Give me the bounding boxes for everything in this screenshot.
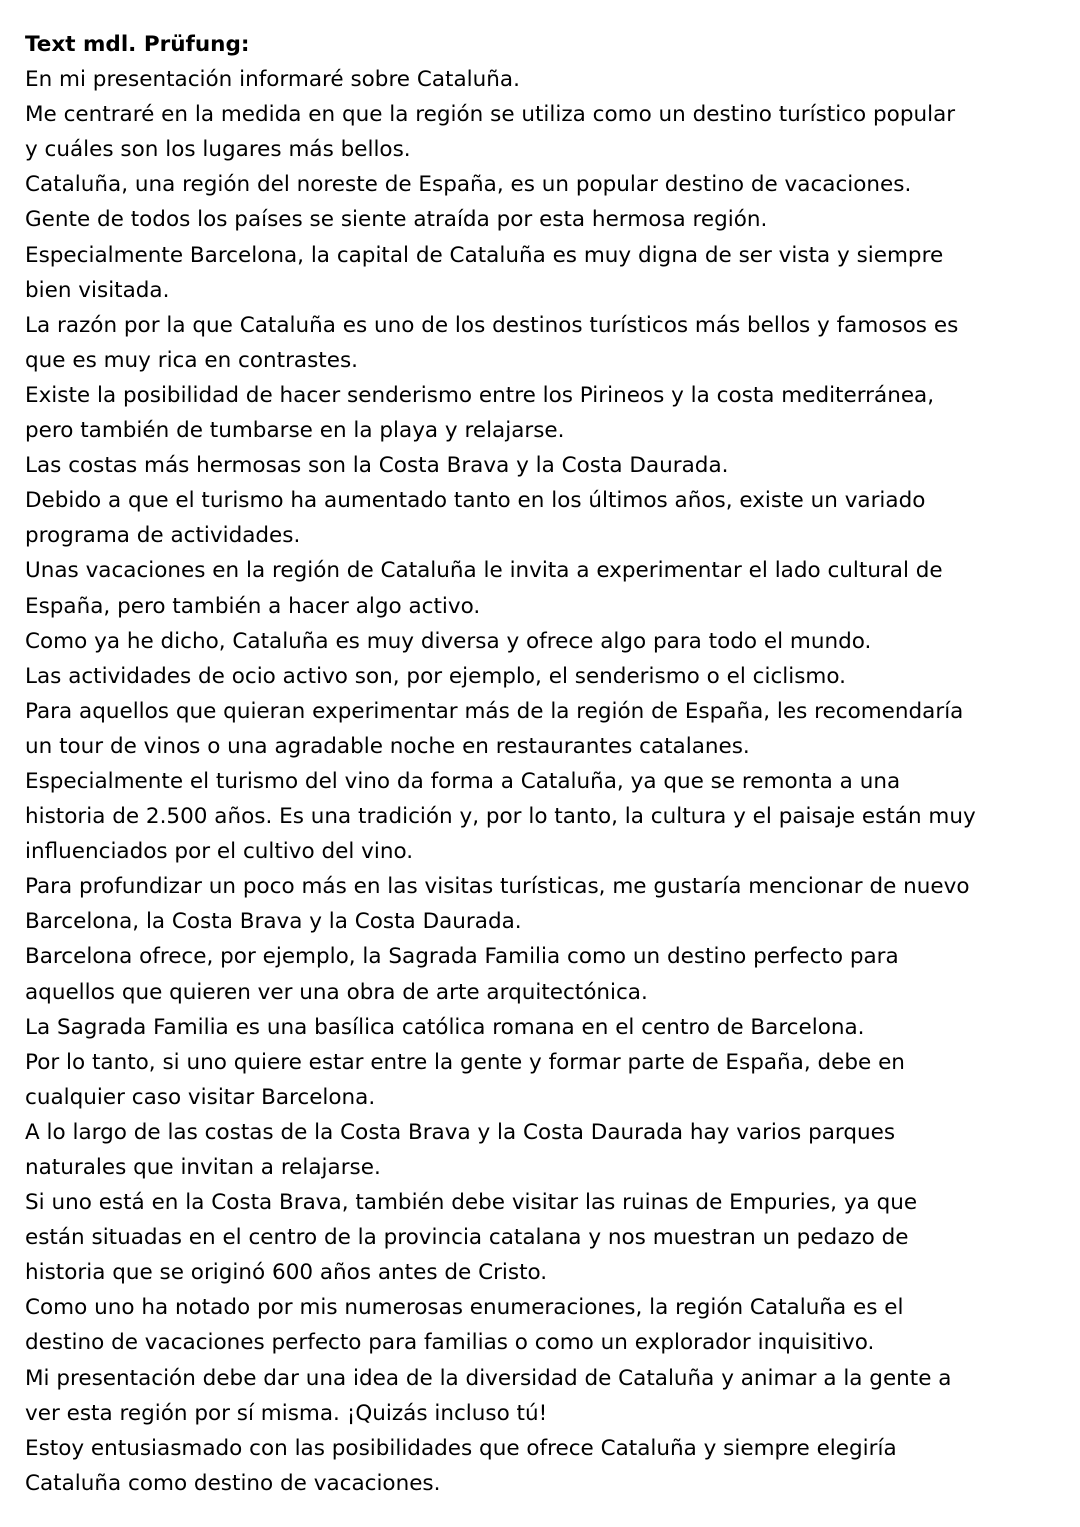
paragraph: La Sagrada Familia es una basílica católica romana en el centro de Barcelona. [25,1014,865,1040]
paragraph: Gente de todos los países se siente atraída por esta hermosa región. [25,207,768,233]
paragraph: Para aquellos que quieran experimentar más de la región de España, les recomendaría un tour de vinos o una agradable noche en restaurantes catalanes. [25,698,964,759]
paragraph: Especialmente el turismo del vino da forma a Cataluña, ya que se remonta a una historia de 2.500 años. Es una tradición y, por lo tanto, la cultura y el paisaje están muy influenciados por el cultivo del vino. [25,768,976,865]
paragraph: Por lo tanto, si uno quiere estar entre la gente y formar parte de España, debe en cualquier caso visitar Barcelona. [25,1049,905,1110]
document-body [25,27,1065,1501]
document-title: Text mdl. Prüfung: [25,32,250,57]
paragraph: Las costas más hermosas son la Costa Brava y la Costa Daurada. [25,453,729,479]
paragraph: En mi presentación informaré sobre Cataluña. [25,67,520,93]
paragraph: Barcelona ofrece, por ejemplo, la Sagrada Familia como un destino perfecto para aquellos que quieren ver una obra de arte arquitectónica. [25,944,899,1005]
paragraph: La razón por la que Cataluña es uno de los destinos turísticos más bellos y famosos es que es muy rica en contrastes. [25,312,959,373]
paragraph: Como uno ha notado por mis numerosas enumeraciones, la región Cataluña es el destino de vacaciones perfecto para familias o como un explorador inquisitivo. [25,1295,904,1356]
paragraph: Las actividades de ocio activo son, por ejemplo, el senderismo o el ciclismo. [25,663,846,689]
paragraph: Especialmente Barcelona, la capital de Cataluña es muy digna de ser vista y siempre bien visitada. [25,242,944,303]
paragraph: Me centraré en la medida en que la región se utiliza como un destino turístico popular y cuáles son los lugares más bellos. [25,102,956,163]
paragraph: Existe la posibilidad de hacer senderismo entre los Pirineos y la costa mediterránea, pero también de tumbarse en la playa y relajarse. [25,382,935,444]
paragraph: Unas vacaciones en la región de Cataluña le invita a experimentar el lado cultural de España, pero también a hacer algo activo. [25,558,943,619]
paragraph: Para profundizar un poco más en las visitas turísticas, me gustaría mencionar de nuevo Barcelona, la Costa Brava y la Costa Daurada. [25,874,970,935]
paragraph: Si uno está en la Costa Brava, también debe visitar las ruinas de Empuries, ya que están situadas en el centro de la provincia catalana y nos muestran un pedazo de historia que se originó 600 años antes de Cristo. [25,1190,918,1286]
paragraph: Mi presentación debe dar una idea de la diversidad de Cataluña y animar a la gente a ver esta región por sí misma. ¡Quizás incluso tú! [25,1365,952,1426]
paragraph: Cataluña, una región del noreste de España, es un popular destino de vacaciones. [25,172,912,198]
paragraph: Como ya he dicho, Cataluña es muy diversa y ofrece algo para todo el mundo. [25,628,872,654]
paragraph: Estoy entusiasmado con las posibilidades que ofrece Cataluña y siempre elegiría Cataluña como destino de vacaciones. [25,1435,897,1496]
paragraph: Debido a que el turismo ha aumentado tanto en los últimos años, existe un variado programa de actividades. [25,488,926,549]
paragraph: A lo largo de las costas de la Costa Brava y la Costa Daurada hay varios parques naturales que invitan a relajarse. [25,1119,896,1180]
